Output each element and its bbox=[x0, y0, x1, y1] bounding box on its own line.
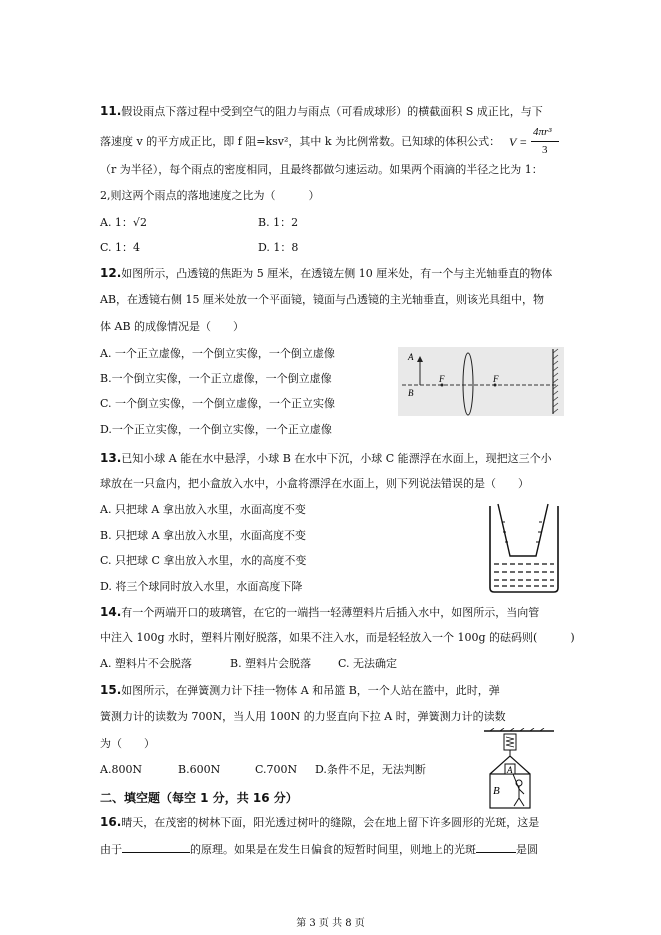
q16-text2a: 由于 bbox=[100, 843, 122, 856]
q16-number: 16. bbox=[100, 815, 122, 829]
fig-label-a: A bbox=[507, 765, 513, 775]
fig-label-f2: F bbox=[493, 374, 499, 384]
q12-lens-figure bbox=[398, 347, 564, 416]
inner-box-lines bbox=[502, 522, 545, 542]
outer-container-icon bbox=[490, 506, 558, 592]
q13-line2: 球放在一只盒内，把小盒放入水中，小盒将漂浮在水面上，则下列说法错误的是（ ） bbox=[100, 477, 529, 490]
q11-formula-numerator: 4πr³ bbox=[533, 126, 552, 138]
q11-text1: 假设雨点下落过程中受到空气的阻力与雨点（可看成球形）的横截面积 S 成正比，与下 bbox=[121, 105, 543, 118]
q11-fraction-bar bbox=[531, 141, 559, 142]
q13-line1 bbox=[100, 451, 552, 466]
q12-line3: 体 AB 的成像情况是（ ） bbox=[100, 320, 245, 333]
q13-option-a: A. 只把球 A 拿出放入水里，水面高度不变 bbox=[100, 503, 306, 516]
q15-spring-scale-figure bbox=[478, 728, 560, 810]
q11-formula-lhs: V = bbox=[509, 135, 528, 149]
q15-number: 15. bbox=[100, 683, 122, 697]
q16-text1: 晴天，在茂密的树林下面，阳光透过树叶的缝隙，会在地上留下许多圆形的光斑，这是 bbox=[121, 816, 540, 829]
q11-option-a: A. 1：√2 bbox=[100, 216, 147, 229]
q12-option-d: D.一个正立实像，一个倒立实像，一个正立虚像 bbox=[100, 423, 332, 436]
fig-label-b: B bbox=[493, 785, 500, 797]
q11-option-d: D. 1：8 bbox=[258, 241, 299, 254]
q14-text1: 有一个两端开口的玻璃管，在它的一端挡一轻薄塑料片后插入水中，如图所示，当向管 bbox=[121, 606, 540, 619]
q13-option-c: C. 只把球 C 拿出放入水里，水的高度不变 bbox=[100, 554, 307, 567]
q12-number: 12. bbox=[100, 266, 122, 280]
q16-blank-1[interactable] bbox=[122, 842, 190, 853]
q14-line1 bbox=[100, 605, 539, 620]
q16-text2c: 是圆 bbox=[516, 843, 538, 856]
q15-option-c: C.700N bbox=[255, 763, 298, 776]
q15-line3: 为（ ） bbox=[100, 737, 155, 750]
q15-option-d: D.条件不足，无法判断 bbox=[315, 763, 426, 776]
fig-label-f1: F bbox=[439, 374, 445, 384]
q12-line1 bbox=[100, 266, 552, 281]
q12-option-b: B.一个倒立实像，一个正立虚像，一个倒立虚像 bbox=[100, 372, 332, 385]
q13-container-figure bbox=[484, 502, 564, 594]
q11-option-c: C. 1：4 bbox=[100, 241, 141, 254]
q12-text1: 如图所示，凸透镜的焦距为 5 厘米，在透镜左侧 10 厘米处，有一个与主光轴垂直的物体 bbox=[121, 267, 553, 280]
q15-line2: 簧测力计的读数为 700N，当人用 100N 的力竖直向下拉 A 时，弹簧测力计的读数 bbox=[100, 710, 506, 723]
q14-number: 14. bbox=[100, 605, 122, 619]
q15-option-a: A.800N bbox=[100, 763, 143, 776]
q14-line2: 中注入 100g 水时，塑料片刚好脱落，如果不注入水，而是轻轻放入一个 100g 的砝码则( ) bbox=[100, 631, 575, 644]
spring-coil-icon bbox=[506, 737, 514, 747]
q11-line1 bbox=[100, 104, 543, 119]
q11-line2: 落速度 v 的平方成正比，即 f 阻=ksv²，其中 k 为比例常数。已知球的体积公式： bbox=[100, 135, 501, 148]
person-body-icon bbox=[513, 774, 524, 806]
q16-blank-2[interactable] bbox=[476, 842, 516, 853]
q12-option-c: C. 一个倒立实像，一个倒立虚像，一个正立实像 bbox=[100, 397, 336, 410]
fig-label-a: A bbox=[408, 352, 414, 362]
q16-line2 bbox=[100, 842, 538, 857]
fig-label-b: B bbox=[408, 388, 414, 398]
q11-line3: （r 为半径），每个雨点的密度相同，且最终都做匀速运动。如果两个雨滴的半径之比为 1： bbox=[100, 163, 543, 176]
q16-text2b: 的原理。如果是在发生日偏食的短暂时间里，则地上的光斑 bbox=[190, 843, 476, 856]
q15-option-b: B.600N bbox=[178, 763, 221, 776]
q13-text1: 已知小球 A 能在水中悬浮，小球 B 在水中下沉，小球 C 能漂浮在水面上，现把这三个小 bbox=[121, 452, 552, 465]
page-footer: 第 3 页 共 8 页 bbox=[296, 918, 365, 929]
q15-line1 bbox=[100, 683, 500, 698]
q15-text1: 如图所示，在弹簧测力计下挂一物体 A 和吊篮 B，一个人站在篮中，此时，弹 bbox=[121, 684, 500, 697]
q11-line4: 2,则这两个雨点的落地速度之比为（ ） bbox=[100, 189, 320, 202]
q13-number: 13. bbox=[100, 451, 122, 465]
inner-box-icon bbox=[498, 504, 548, 556]
q12-option-a: A. 一个正立虚像，一个倒立实像，一个倒立虚像 bbox=[100, 347, 335, 360]
q11-formula-denominator: 3 bbox=[542, 144, 548, 156]
q13-option-b: B. 只把球 A 拿出放入水里，水面高度不变 bbox=[100, 529, 307, 542]
q13-option-d: D. 将三个球同时放入水里，水面高度下降 bbox=[100, 580, 303, 593]
q11-number: 11. bbox=[100, 104, 122, 118]
q14-option-a: A. 塑料片不会脱落 bbox=[100, 657, 192, 670]
q11-option-b: B. 1：2 bbox=[258, 216, 299, 229]
section-title-fill-in: 二、填空题（每空 1 分，共 16 分） bbox=[100, 791, 298, 805]
q12-line2: AB，在透镜右侧 15 厘米处放一个平面镜，镜面与凸透镜的主光轴垂直，则该光具组中，物 bbox=[100, 293, 545, 306]
q16-line1 bbox=[100, 815, 539, 830]
q14-option-c: C. 无法确定 bbox=[338, 657, 398, 670]
water-lines bbox=[494, 564, 554, 586]
q14-option-b: B. 塑料片会脱落 bbox=[230, 657, 312, 670]
